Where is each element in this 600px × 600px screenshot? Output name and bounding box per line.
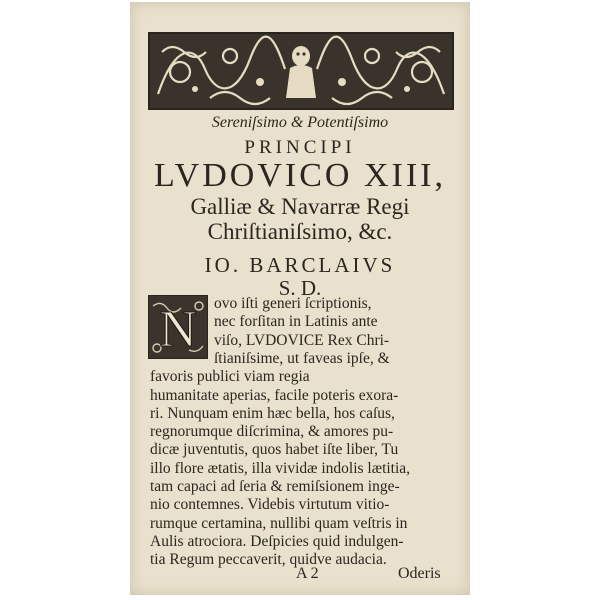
author-name: IO. BARCLAIVS — [204, 253, 396, 277]
body-line: Aulis atrociora. Deſpicies quid indulgen- — [150, 532, 404, 550]
signature-mark: A 2 — [296, 565, 319, 582]
title-epithet: Chriſtianiſsimo, &c. — [207, 219, 393, 244]
title-principi: PRINCIPI — [244, 137, 356, 158]
catchword: Oderis — [398, 565, 441, 582]
drop-cap-n — [148, 295, 208, 359]
body-line: tia Regum peccaverit, quidve audacia. — [150, 551, 387, 569]
body-line: regnorumque diſcrimina, & amores pu- — [150, 423, 394, 441]
body-line: ri. Nunquam enim hæc bella, hos caſus, — [150, 404, 395, 422]
title-kingdoms: Galliæ & Navarræ Regi — [190, 194, 410, 219]
body-line: humanitate aperias, facile poteris exora- — [150, 386, 399, 404]
body-line: viſo, LVDOVICE Rex Chri- — [214, 331, 390, 349]
body-line: favoris publici viam regia — [150, 368, 310, 386]
book-page — [130, 2, 470, 595]
title-king-name: LVDOVICO XIII, — [154, 157, 446, 194]
body-line: ſtianiſsime, ut faveas ipſe, & — [214, 349, 390, 367]
body-line: tam capaci ad ſeria & remiſsionem inge- — [150, 478, 400, 495]
dedication-line: Sereniſsimo & Potentiſsimo — [211, 114, 389, 131]
body-line: ovo iſti generi ſcriptionis, — [214, 295, 372, 312]
headpiece-ornament — [148, 32, 454, 110]
body-line: illo flore ætatis, illa vividæ indolis lætitia, — [150, 459, 411, 477]
body-line: nio contemnes. Videbis virtutum vitio- — [150, 496, 390, 514]
body-line: dicæ juventutis, quos habet iſte liber, Tu — [150, 441, 399, 459]
body-line: rumque certamina, nullibi quam veſtris in — [150, 514, 408, 532]
body-line: nec forſitan in Latinis ante — [214, 313, 378, 331]
salutation: S. D. — [278, 276, 322, 300]
drop-cap-letter: N — [159, 301, 197, 358]
